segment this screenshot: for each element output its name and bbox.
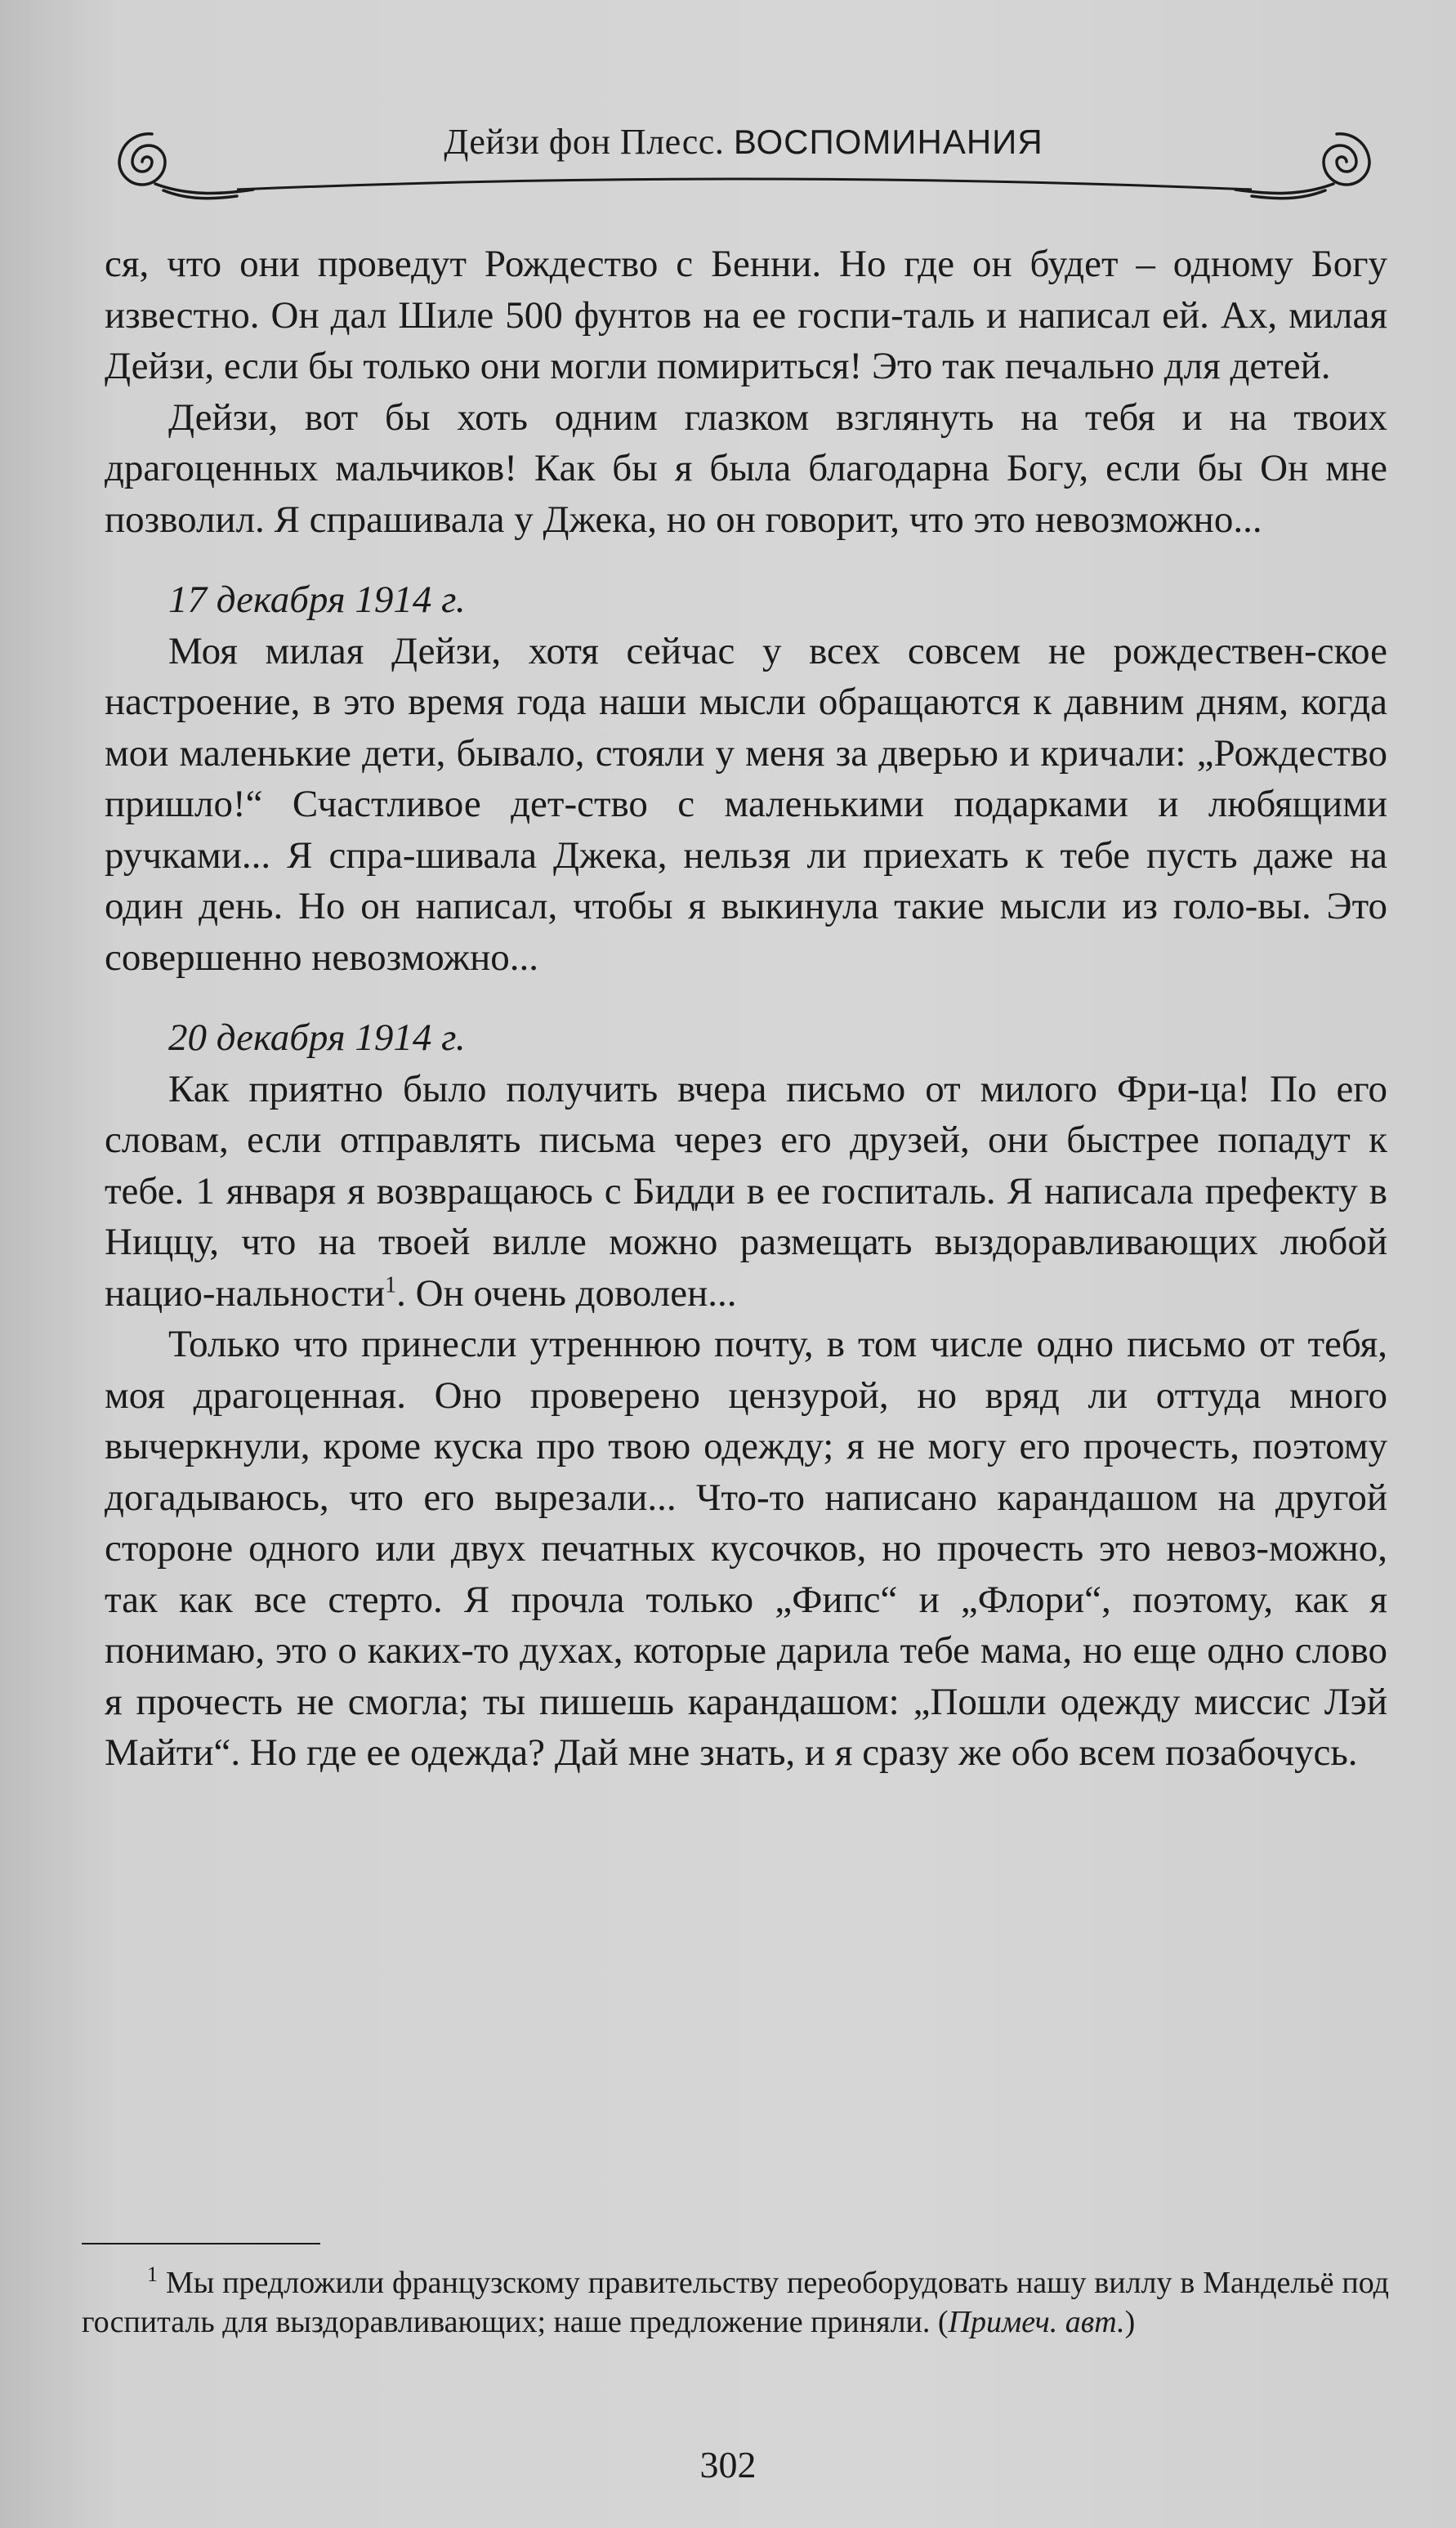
footnote-divider — [82, 2243, 320, 2244]
footnote-reference[interactable]: 1 — [385, 1271, 397, 1297]
letter-date: 20 декабря 1914 г. — [168, 1016, 466, 1059]
header-title — [98, 121, 1389, 163]
paragraph: ся, что они проведут Рождество с Бенни. Но где он будет – одному Богу известно. Он дал Шиле 500 фунтов на ее госпи-таль и написал ей. Ах, милая Дейзи, если бы только они могли помириться! Это так печально для детей. — [105, 243, 1387, 387]
footnote-text-end: ) — [1124, 2305, 1136, 2339]
paragraph-text: Как приятно было получить вчера письмо от милого Фри-ца! По его словам, если отправлять письма через его друзей, они быстрее попадут к тебе. 1 января я возвращаюсь с Бидди в ее госпиталь. Я написала префекту в Ниццу, что на твоей вилле можно размещать выздоравливающих любой нацио-нальности — [105, 1067, 1387, 1315]
main-text — [105, 239, 1387, 1779]
paragraph-text-end: . Он очень доволен... — [396, 1271, 737, 1315]
paragraph: Только что принесли утреннюю почту, в том числе одно письмо от тебя, моя драгоценная. Оно проверено цензурой, но вряд ли оттуда много вычеркнули, кроме куска про твою одежду; я не могу его прочесть, поэтому догадываюсь, что его вырезали... Что-то написано карандашом на другой стороне одного или двух печатных кусочков, но прочесть это невоз-можно, так как все стерто. Я прочла только „Фипс“ и „Флори“, поэтому, как я понимаю, это о каких-то духах, которые дарила тебе мама, но еще одно слово я прочесть не смогла; ты пишешь карандашом: „Пошли одежду миссис Лэй Майти“. Но где ее одежда? Дай мне знать, и я сразу же обо всем позабочусь. — [105, 1323, 1387, 1774]
header-book-title: ВОСПОМИНАНИЯ — [733, 123, 1043, 161]
paragraph: Дейзи, вот бы хоть одним глазком взглянуть на тебя и на твоих драгоценных мальчиков! Как бы я была благодарна Богу, если бы Он мне позволил. Я спрашивала у Джека, но он говорит, что это невозможно... — [105, 395, 1387, 541]
header-author: Дейзи фон Плесс. — [444, 122, 725, 162]
paragraph: Моя милая Дейзи, хотя сейчас у всех совсем не рождествен-ское настроение, в это время года наши мысли обращаются к давним дням, когда мои маленькие дети, бывало, стояли у меня за дверью и кричали: „Рождество пришло!“ Счастливое дет-ство с маленькими подарками и любящими ручками... Я спра-шивала Джека, нельзя ли приехать к тебе пусть даже на один день. Но он написал, чтобы я выкинула такие мысли из голо-вы. Это совершенно невозможно... — [105, 629, 1387, 979]
footnote-note: Примеч. авт. — [948, 2305, 1125, 2339]
footnote-mark: 1 — [147, 2262, 158, 2287]
footnote-text: Мы предложили французскому правительству переоборудовать нашу виллу в Мандельё под госпиталь для выздоравливающих; наше предложение приняли. ( — [82, 2266, 1389, 2339]
letter-date: 17 декабря 1914 г. — [168, 578, 466, 621]
running-header — [98, 98, 1389, 221]
footnote — [82, 2263, 1389, 2342]
paragraph — [105, 1064, 1387, 1320]
page-number: 302 — [699, 2444, 757, 2486]
